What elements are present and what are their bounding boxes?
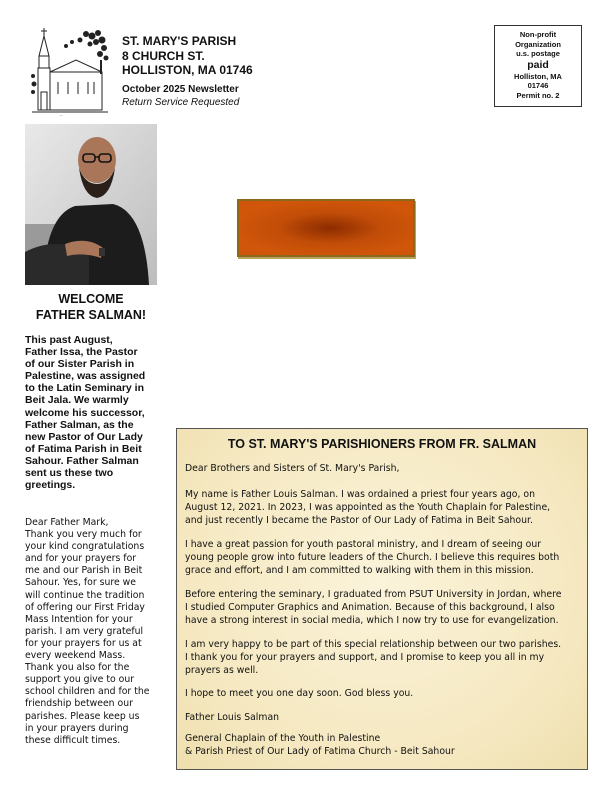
letter-line: My name is Father Louis Salman. I was ordained a priest four years ago, on bbox=[185, 489, 535, 500]
salman-letter-box bbox=[176, 428, 588, 770]
reply-line: in your prayers during bbox=[25, 722, 129, 734]
reply-letter bbox=[25, 517, 161, 747]
church-illustration bbox=[30, 26, 110, 118]
reply-line: Thank you very much for bbox=[25, 529, 142, 541]
intro-paragraph bbox=[25, 334, 161, 491]
letter-line: have a strong interest in social media, which I now try to use for evangelization. bbox=[185, 615, 559, 626]
postage-indicia bbox=[494, 25, 582, 107]
reply-line: me and our Parish in Beit bbox=[25, 565, 143, 577]
letter-line: General Chaplain of the Youth in Palestine bbox=[185, 733, 381, 744]
street-address: 8 CHURCH ST. bbox=[122, 48, 205, 63]
intro-line: This past August, bbox=[25, 334, 113, 346]
letter-line: I am very happy to be part of this special relationship between our two parishes. bbox=[185, 639, 562, 650]
reply-line: of offering our First Friday bbox=[25, 601, 145, 613]
reply-line: Sahour. Yes, for sure we bbox=[25, 577, 136, 589]
letter-line: August 12, 2021. In 2023, I was appointed as the Youth Chaplain for Palestine, bbox=[185, 502, 551, 513]
intro-line: Beit Jala. We warmly bbox=[25, 394, 129, 407]
return-service: Return Service Requested bbox=[122, 97, 240, 108]
postage-line: Holliston, MA bbox=[514, 71, 562, 81]
reply-line: these difficult times. bbox=[25, 734, 121, 746]
letter-line: grace and effort, and I am committed to walking with them in this mission. bbox=[185, 565, 534, 576]
city-state-zip: HOLLISTON, MA 01746 bbox=[122, 63, 253, 77]
welcome-heading bbox=[25, 291, 157, 323]
intro-line: welcome his successor, bbox=[25, 406, 145, 419]
intro-line: sent us these two bbox=[25, 467, 114, 480]
parish-address bbox=[122, 34, 253, 78]
intro-line: Palestine, was assigned bbox=[25, 370, 146, 383]
reply-line: Dear Father Mark, bbox=[25, 517, 109, 528]
reply-line: your kind congratulations bbox=[25, 541, 145, 553]
intro-line: Sahour. Father Salman bbox=[25, 454, 139, 467]
letter-line: I thank you for your prayers and support, and I promise to keep you all in my bbox=[185, 652, 545, 663]
letter-paragraph-4 bbox=[185, 638, 585, 677]
reply-line: Mass Intention for your bbox=[25, 613, 133, 625]
intro-line: Father Issa, the Pastor bbox=[25, 346, 138, 359]
letter-signature: Father Louis Salman bbox=[185, 712, 280, 723]
parish-name: ST. MARY'S PARISH bbox=[122, 34, 237, 48]
intro-line: of Fatima Parish in Beit bbox=[25, 442, 142, 455]
letter-paragraph-2 bbox=[185, 538, 585, 577]
intro-line: Father Salman, as the bbox=[25, 418, 134, 431]
letter-paragraph-5: I hope to meet you one day soon. God bless you. bbox=[185, 688, 414, 699]
postage-line: 01746 bbox=[527, 81, 549, 91]
reply-line: Thank you also for the bbox=[25, 662, 130, 674]
newsletter-info bbox=[122, 83, 239, 109]
reply-line: will continue the tradition bbox=[25, 589, 145, 601]
decorative-banner bbox=[237, 199, 415, 257]
reply-line: every weekend Mass. bbox=[25, 650, 126, 662]
intro-line: of our Sister Parish in bbox=[25, 358, 135, 371]
letter-line: young people grow into future leaders of the Church. I believe this requires both bbox=[185, 552, 560, 563]
letter-line: I have a great passion for youth pastoral ministry, and I dream of seeing our bbox=[185, 539, 542, 550]
letter-paragraph-1 bbox=[185, 488, 585, 527]
letter-line: Before entering the seminary, I graduated from PSUT University in Jordan, where bbox=[185, 589, 562, 600]
intro-line: greetings. bbox=[25, 479, 76, 492]
reply-line: parishes. Please keep us bbox=[25, 710, 140, 722]
postage-line: Non-profit bbox=[519, 30, 557, 39]
postage-line: Organization bbox=[515, 39, 561, 49]
reply-line: for your prayers for us at bbox=[25, 637, 142, 649]
reply-line: friendship between our bbox=[25, 698, 133, 710]
reply-line: and for your prayers for bbox=[25, 553, 137, 565]
reply-line: parish. I am very grateful bbox=[25, 625, 144, 637]
letter-line: I studied Computer Graphics and Animation. Because of this background, I also bbox=[185, 602, 555, 613]
letter-line: & Parish Priest of Our Lady of Fatima Church - Beit Sahour bbox=[185, 746, 455, 757]
letter-line: prayers as well. bbox=[185, 665, 259, 676]
newsletter-title: October 2025 Newsletter bbox=[122, 84, 239, 95]
letter-title: TO ST. MARY'S PARISHIONERS FROM FR. SALMAN bbox=[227, 437, 537, 451]
intro-line: new Pastor of Our Lady bbox=[25, 430, 143, 443]
reply-line: school children and for the bbox=[25, 686, 150, 698]
svg-text:~: ~ bbox=[60, 113, 63, 118]
reply-line: support you give to our bbox=[25, 674, 135, 686]
letter-salutation: Dear Brothers and Sisters of St. Mary's Parish, bbox=[185, 463, 400, 474]
postage-permit: Permit no. 2 bbox=[516, 90, 560, 100]
intro-line: to the Latin Seminary in bbox=[25, 382, 145, 395]
welcome-line: WELCOME bbox=[58, 292, 124, 306]
postage-line: u.s. postage bbox=[516, 49, 560, 59]
welcome-line: FATHER SALMAN! bbox=[35, 308, 147, 322]
letter-signature-title bbox=[185, 732, 585, 758]
father-salman-photo bbox=[25, 124, 157, 285]
postage-paid: paid bbox=[527, 58, 549, 71]
letter-paragraph-3 bbox=[185, 588, 585, 627]
letter-line: and just recently I became the Pastor of Our Lady of Fatima in Beit Sahour. bbox=[185, 515, 533, 526]
